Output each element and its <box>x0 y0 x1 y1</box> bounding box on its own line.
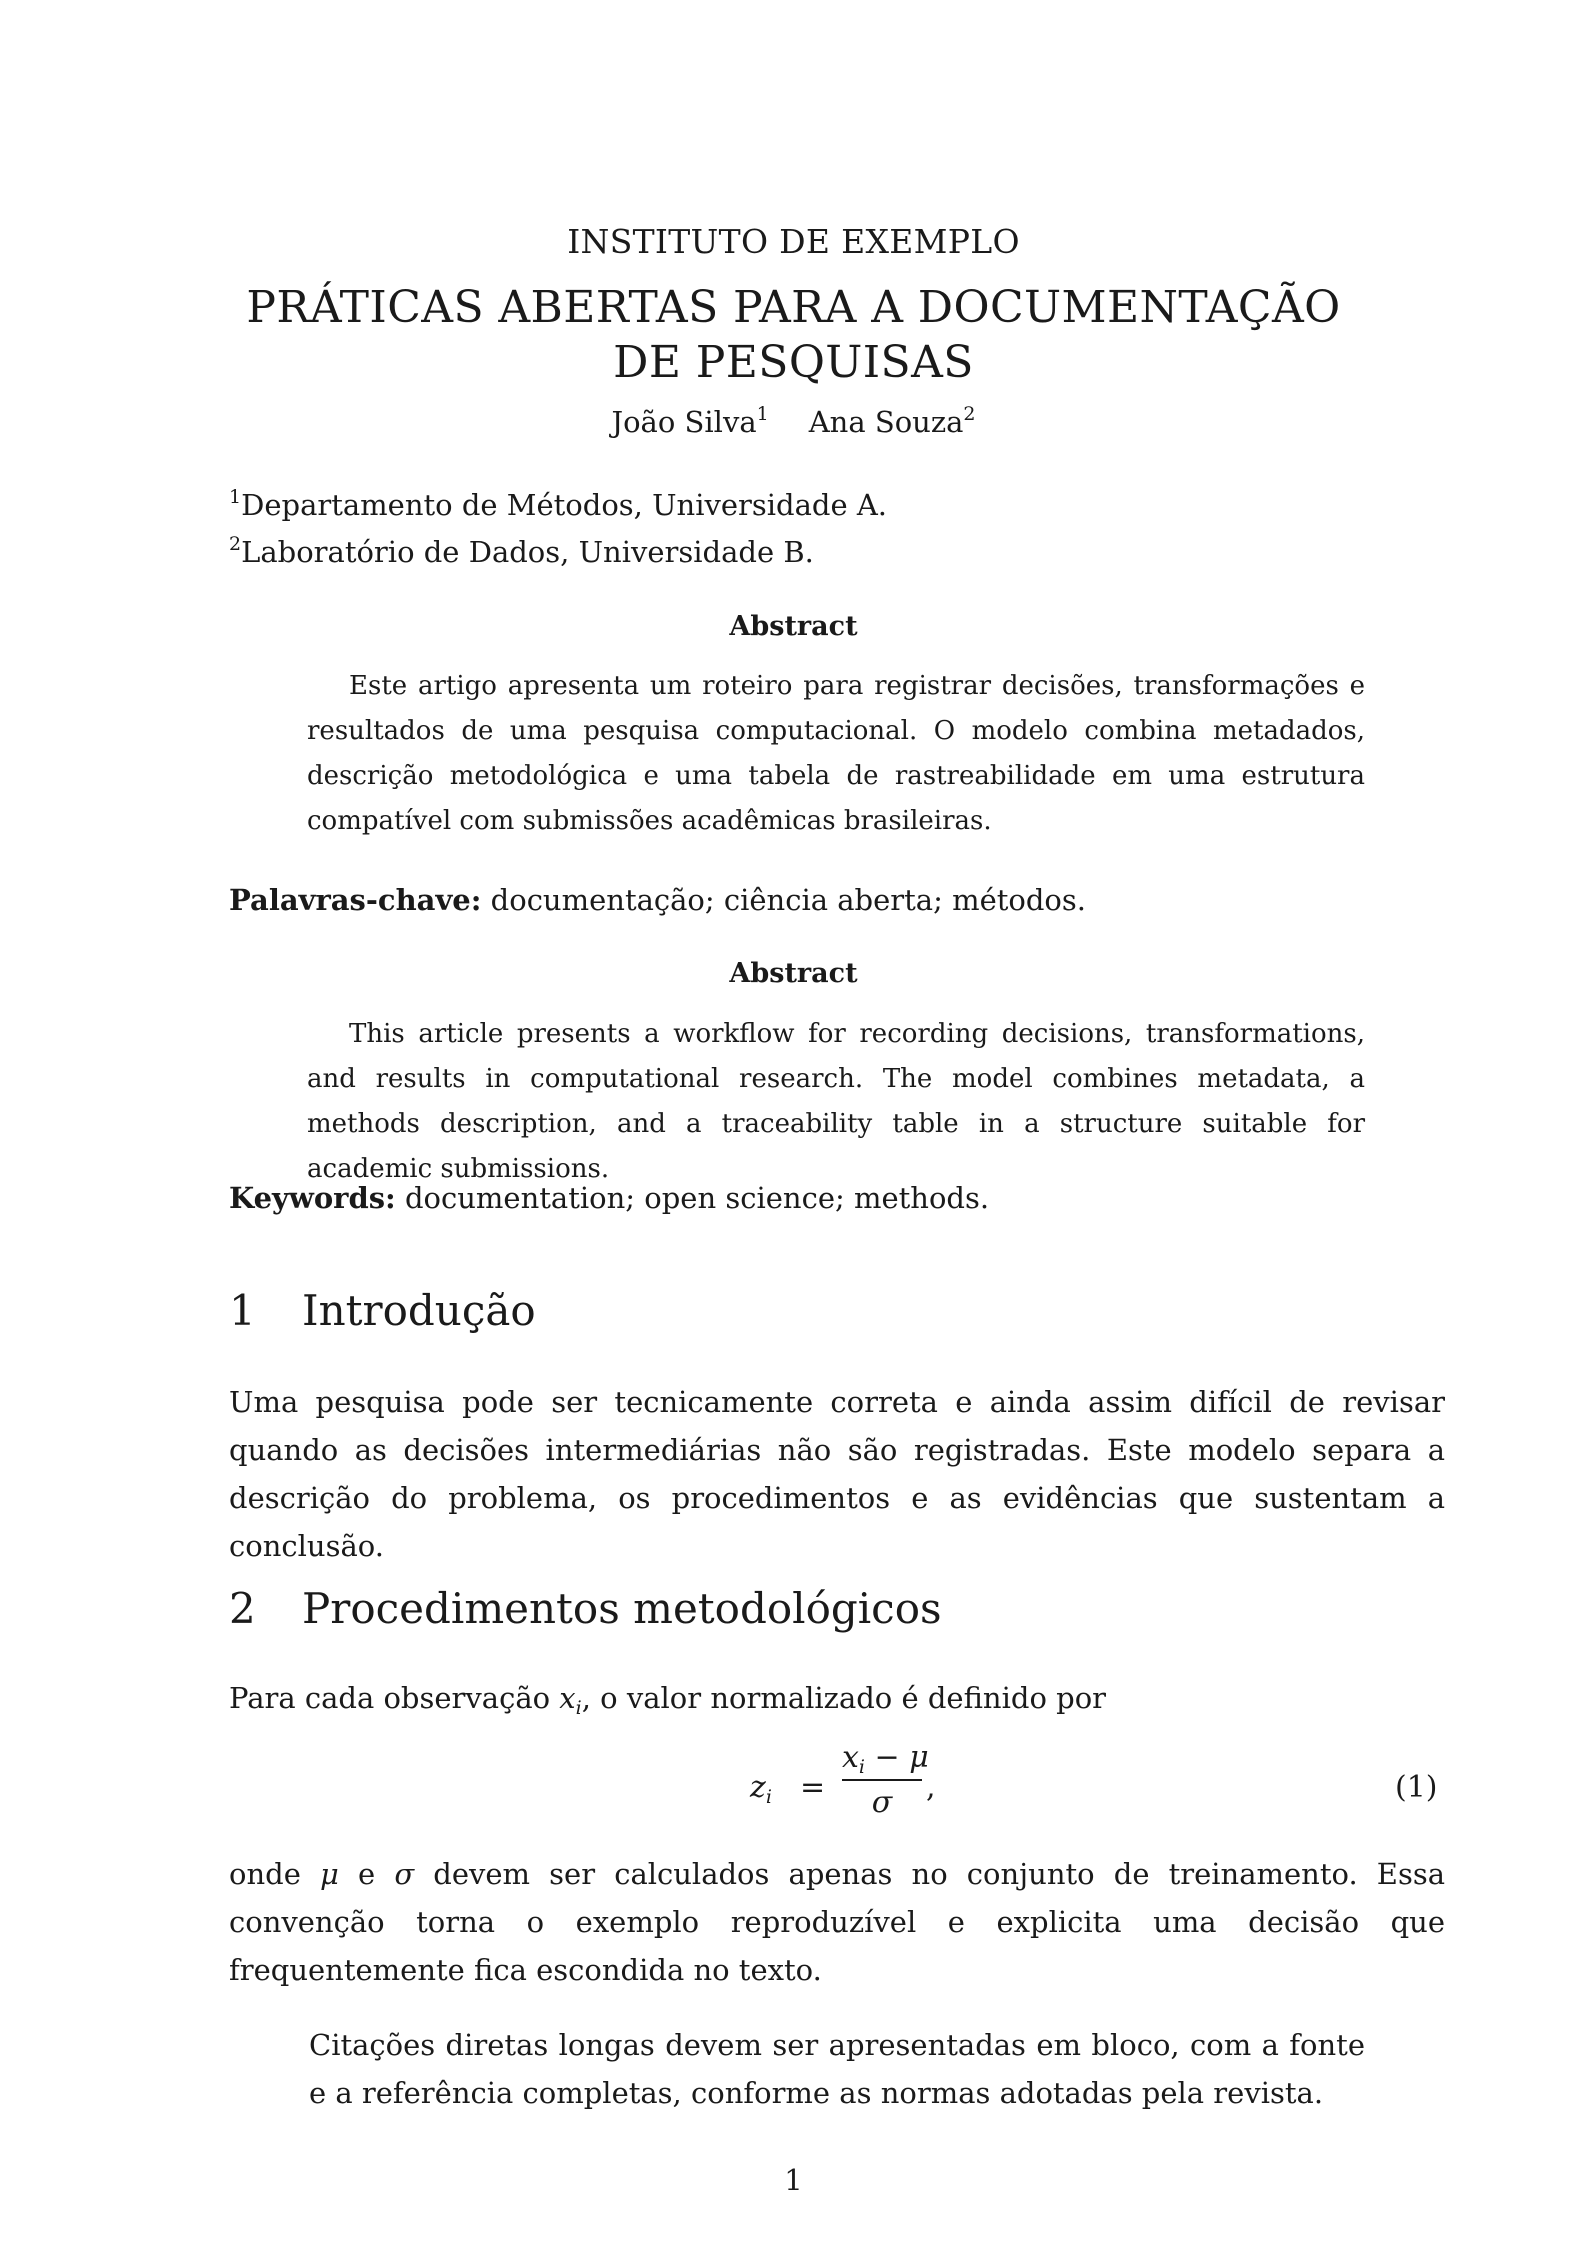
section-2-intro <box>229 1674 1445 1722</box>
page-number: 1 <box>784 2163 803 2197</box>
affiliation-mark: 1 <box>229 486 242 508</box>
fraction-bar <box>842 1779 922 1781</box>
abstract-heading-pt: Abstract <box>729 611 858 642</box>
author-affiliation-mark: 1 <box>756 403 769 425</box>
section-1-paragraph: Uma pesquisa pode ser tecnicamente correta e ainda assim difícil de revisar quando as decisões intermediárias não são registradas. Este modelo separa a descrição do problema, os procedimentos e as evidências que sustentam a conclusão. <box>229 1385 1445 1563</box>
fraction-denominator: σ <box>871 1785 893 1820</box>
keywords-text: documentation; open science; methods. <box>404 1181 990 1215</box>
section-title: Procedimentos metodológicos <box>302 1584 942 1633</box>
equation-equals: = <box>800 1770 826 1805</box>
fraction-numerator: $x_i - \mu$ <box>842 1740 929 1778</box>
affiliation-text: Laboratório de Dados, Universidade B. <box>241 535 814 569</box>
section-number: 2 <box>229 1584 256 1633</box>
title-line-2: DE PESQUISAS <box>613 337 974 388</box>
keywords-en <box>229 1181 989 1216</box>
author-list <box>0 405 1587 440</box>
keywords-pt <box>229 883 1086 918</box>
section-title: Introdução <box>302 1286 536 1335</box>
paper-title <box>0 280 1587 390</box>
equation-lhs: $z_i$ <box>750 1770 772 1808</box>
affiliation-text: Departamento de Métodos, Universidade A. <box>241 488 888 522</box>
keywords-label: Keywords: <box>229 1181 396 1215</box>
keywords-label: Palavras-chave: <box>229 883 482 917</box>
title-line-1: PRÁTICAS ABERTAS PARA A DOCUMENTAÇÃO <box>246 282 1341 333</box>
math-variable: $x_i$ <box>559 1681 582 1719</box>
math-sigma: σ <box>394 1857 415 1891</box>
institution-name: INSTITUTO DE EXEMPLO <box>567 222 1020 261</box>
affiliation-mark: 2 <box>229 533 242 555</box>
abstract-heading-en: Abstract <box>729 958 858 989</box>
equation-trailing-comma: , <box>926 1770 936 1805</box>
equation-fraction <box>842 1740 929 1820</box>
affiliation-2 <box>229 535 814 570</box>
author-affiliation-mark: 2 <box>963 403 976 425</box>
intro-text: , o valor normalizado é definido por <box>581 1681 1107 1715</box>
author-1 <box>611 405 768 440</box>
section-heading-2 <box>229 1584 942 1634</box>
author-name: Ana Souza <box>808 405 964 439</box>
math-mu: μ <box>320 1857 339 1891</box>
equation-number: (1) <box>1395 1770 1438 1805</box>
affiliation-1 <box>229 488 887 523</box>
section-number: 1 <box>229 1286 256 1335</box>
abstract-body-pt: Este artigo apresenta um roteiro para registrar decisões, transformações e resultados de uma pesquisa computacional. O modelo combina metadados, descrição metodológica e uma tabela de rastreabilidade em uma estrutura compatível com submissões acadêmicas brasileiras. <box>307 671 1365 836</box>
keywords-text: documentação; ciência aberta; métodos. <box>490 883 1086 917</box>
section-heading-1 <box>229 1286 536 1336</box>
intro-text: Para cada observação <box>229 1681 551 1715</box>
abstract-body-en: This article presents a workflow for recording decisions, transformations, and results in computational research. The model combines metadata, a methods description, and a traceability table in a structure suitable for academic submissions. <box>307 1019 1365 1184</box>
section-2-paragraph: onde μ e σ devem ser calculados apenas no conjunto de treinamento. Essa convenção torna o exemplo reproduzível e explicita uma decisão que frequentemente fica escondida no texto. <box>229 1857 1446 1987</box>
block-quote: Citações diretas longas devem ser apresentadas em bloco, com a fonte e a referência completas, conforme as normas adotadas pela revista. <box>309 2028 1365 2110</box>
author-name: João Silva <box>611 405 757 439</box>
author-2 <box>809 405 976 440</box>
